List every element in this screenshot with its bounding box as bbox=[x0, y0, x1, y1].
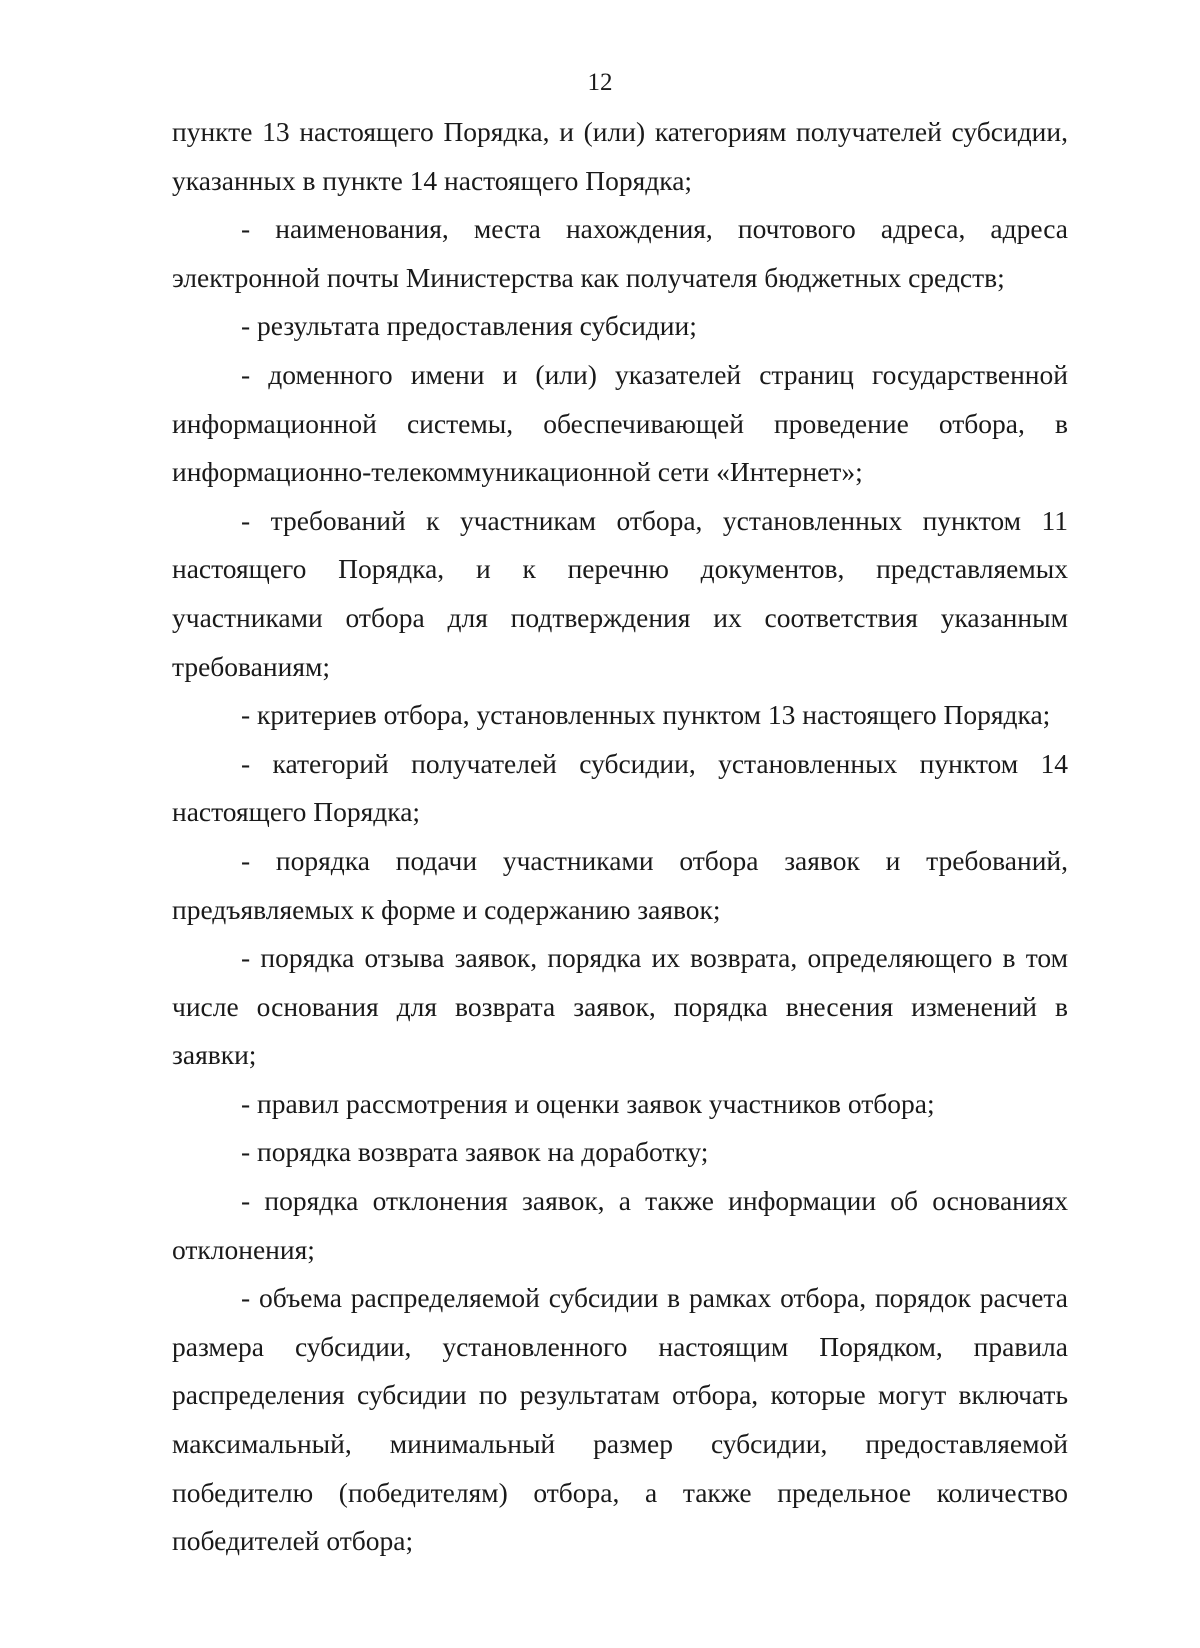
list-item-rejection-procedure: - порядка отклонения заявок, а также информации об основаниях отклонения; bbox=[172, 1185, 1068, 1265]
list-item-return-for-revision: - порядка возврата заявок на доработку; bbox=[241, 1136, 709, 1168]
list-item-subsidy-volume: - объема распределяемой субсидии в рамках отбора, порядок расчета размера субсидии, установленного настоящим Порядком, правила распределения субсидии по результатам отбора, которые могут включать максимальный, минимальный размер субсидии, предоставляемой победителю (победителям) отбора, а также предельное количество победителей отбора; bbox=[172, 1282, 1068, 1557]
list-item-recipient-categories: - категорий получателей субсидии, установленных пунктом 14 настоящего Порядка; bbox=[172, 747, 1068, 828]
document-body bbox=[172, 108, 1068, 1566]
list-item-domain-name: - доменного имени и (или) указателей страниц государственной информационной системы, обеспечивающей проведение отбора, в информационно-телекоммуникационной сети «Интернет»; bbox=[172, 358, 1068, 488]
page-number: 12 bbox=[587, 69, 613, 96]
paragraph-continuation: пункте 13 настоящего Порядка, и (или) категориям получателей субсидии, указанных в пункте 14 настоящего Порядка; bbox=[172, 116, 1068, 196]
list-item-submission-procedure: - порядка подачи участниками отбора заявок и требований, предъявляемых к форме и содержанию заявок; bbox=[172, 844, 1068, 925]
list-item-participant-requirements: - требований к участникам отбора, установленных пунктом 11 настоящего Порядка, и к перечню документов, представляемых участниками отбора для подтверждения их соответствия указанным требованиям; bbox=[172, 504, 1068, 682]
list-item-ministry-details: - наименования, места нахождения, почтового адреса, адреса электронной почты Министерства как получателя бюджетных средств; bbox=[172, 213, 1068, 293]
list-item-review-rules: - правил рассмотрения и оценки заявок участников отбора; bbox=[241, 1087, 935, 1119]
list-item-withdrawal-procedure: - порядка отзыва заявок, порядка их возврата, определяющего в том числе основания для возврата заявок, порядка внесения изменений в заявки; bbox=[172, 942, 1068, 1071]
list-item-result: - результата предоставления субсидии; bbox=[241, 310, 697, 342]
list-item-selection-criteria: - критериев отбора, установленных пунктом 13 настоящего Порядка; bbox=[241, 699, 1051, 731]
